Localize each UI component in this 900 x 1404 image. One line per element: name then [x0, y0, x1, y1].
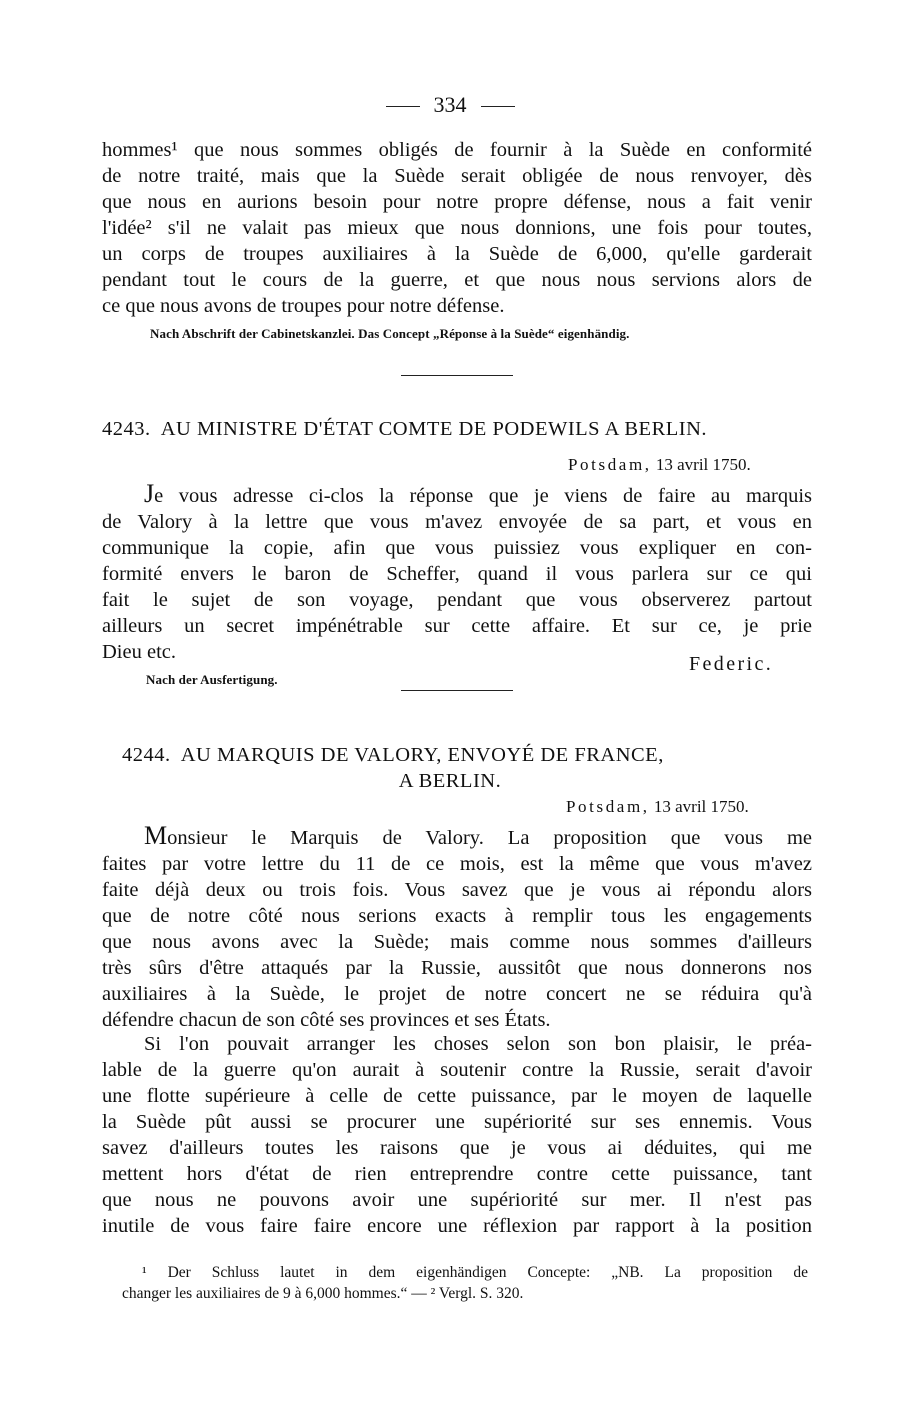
- letter-4243-dateline: [568, 455, 751, 475]
- text-line: l'idée² s'il ne valait pas mieux que nous donnions, une fois pour toutes,: [102, 217, 812, 239]
- text-line: mettent hors d'état de rien entreprendre contre cette puissance, tant: [102, 1163, 812, 1185]
- letter-4243-source-note: Nach der Ausfertigung.: [146, 672, 278, 687]
- letter-4244-dateline: [566, 797, 749, 817]
- text-line: pendant tout le cours de la guerre, et que nous nous servions alors de: [102, 269, 812, 291]
- text-line: faite déjà deux ou trois fois. Vous savez que je vous ai répondu alors: [102, 879, 812, 901]
- text-line: un corps de troupes auxiliaires à la Suède de 6,000, qu'elle garderait: [102, 243, 812, 265]
- text-line: ailleurs un secret impénétrable sur cette affaire. Et sur ce, je prie: [102, 615, 812, 637]
- letter-4243-body: [102, 481, 812, 665]
- text-line: formité envers le baron de Scheffer, quand il vous parlera sur ce qui: [102, 563, 812, 585]
- footnote-line: changer les auxiliaires de 9 à 6,000 hommes.“ — ² Vergl. S. 320.: [122, 1285, 524, 1302]
- letter-title: AU MARQUIS DE VALORY, ENVOYÉ DE FRANCE,: [180, 744, 664, 766]
- intro-paragraph: [102, 137, 812, 319]
- dateline-date: 13 avril 1750.: [655, 455, 751, 474]
- text-line: fait le sujet de son voyage, pendant que vous observerez partout: [102, 589, 812, 611]
- text-line: Si l'on pouvait arranger les choses selon son bon plaisir, le préa-: [144, 1033, 812, 1055]
- text-line: ce que nous avons de troupes pour notre défense.: [102, 295, 505, 317]
- text-line: une flotte supérieure à celle de cette puissance, par le moyen de laquelle: [102, 1085, 812, 1107]
- text-line: de notre traité, mais que la Suède serait obligée de nous renvoyer, dès: [102, 165, 812, 187]
- text-line: que nous avons avec la Suède; mais comme nous sommes d'ailleurs: [102, 931, 812, 953]
- footnotes: [122, 1262, 808, 1304]
- letter-4244-heading-line2: A BERLIN.: [398, 770, 502, 792]
- page-number-rule-left: [386, 106, 420, 107]
- text-line: faites par votre lettre du 11 de ce mois, est la même que vous m'avez: [102, 853, 812, 875]
- dateline-place: Potsdam,: [568, 455, 652, 474]
- intro-source-note: Nach Abschrift der Cabinetskanzlei. Das Concept „Réponse à la Suède“ eigenhändig.: [150, 326, 630, 341]
- text-line: Dieu etc.: [102, 641, 176, 663]
- text-line: communique la copie, afin que vous puissiez vous expliquer en con-: [102, 537, 812, 559]
- text-line: défendre chacun de son côté ses provinces et ses États.: [102, 1009, 551, 1031]
- footnote-line: ¹ Der Schluss lautet in dem eigenhändigen Concepte: „NB. La proposition de: [142, 1264, 808, 1281]
- letter-4243-signature: Federic.: [689, 653, 774, 675]
- text-line: que nous ne pouvons avoir une supériorité sur mer. Il n'est pas: [102, 1189, 812, 1211]
- text-line: hommes¹ que nous sommes obligés de fournir à la Suède en conformité: [102, 139, 812, 161]
- letter-4244-paragraph-1: [102, 823, 812, 1033]
- letter-title: AU MINISTRE D'ÉTAT COMTE DE PODEWILS A BERLIN.: [160, 418, 708, 440]
- text-line: auxiliaires à la Suède, le projet de notre concert ne se réduira qu'à: [102, 983, 812, 1005]
- text-line: très sûrs d'être attaqués par la Russie, aussitôt que nous donnerons nos: [102, 957, 812, 979]
- text-line: la Suède pût aussi se procurer une supériorité sur ses ennemis. Vous: [102, 1111, 812, 1133]
- drop-cap: J: [144, 479, 155, 508]
- page-number-rule-right: [481, 106, 515, 107]
- text-line: que de notre côté nous serions exacts à remplir tous les engagements: [102, 905, 812, 927]
- letter-4244-heading: [122, 744, 664, 767]
- letter-4243-heading: [102, 418, 707, 441]
- dateline-place: Potsdam,: [566, 797, 650, 816]
- section-divider: [401, 690, 513, 691]
- text-line: lable de la guerre qu'on aurait à soutenir contre la Russie, serait d'avoir: [102, 1059, 812, 1081]
- text-line: savez d'ailleurs toutes les raisons que je vous ai déduites, qui me: [102, 1137, 812, 1159]
- dateline-date: 13 avril 1750.: [653, 797, 749, 816]
- page-number: 334: [0, 92, 900, 118]
- letter-number: 4243.: [102, 418, 151, 440]
- text-line: Monsieur le Marquis de Valory. La proposition que vous me: [144, 821, 812, 850]
- section-divider: [401, 375, 513, 376]
- text-line: de Valory à la lettre que vous m'avez envoyée de sa part, et vous en: [102, 511, 812, 533]
- drop-cap: M: [144, 821, 168, 850]
- text-line: que nous en aurions besoin pour notre propre défense, nous a fait venir: [102, 191, 812, 213]
- letter-number: 4244.: [122, 744, 171, 766]
- text-line: inutile de vous faire faire encore une réflexion par rapport à la position: [102, 1215, 812, 1237]
- text-line: Je vous adresse ci-clos la réponse que je viens de faire au marquis: [144, 479, 812, 508]
- letter-4244-paragraph-2: [102, 1031, 812, 1239]
